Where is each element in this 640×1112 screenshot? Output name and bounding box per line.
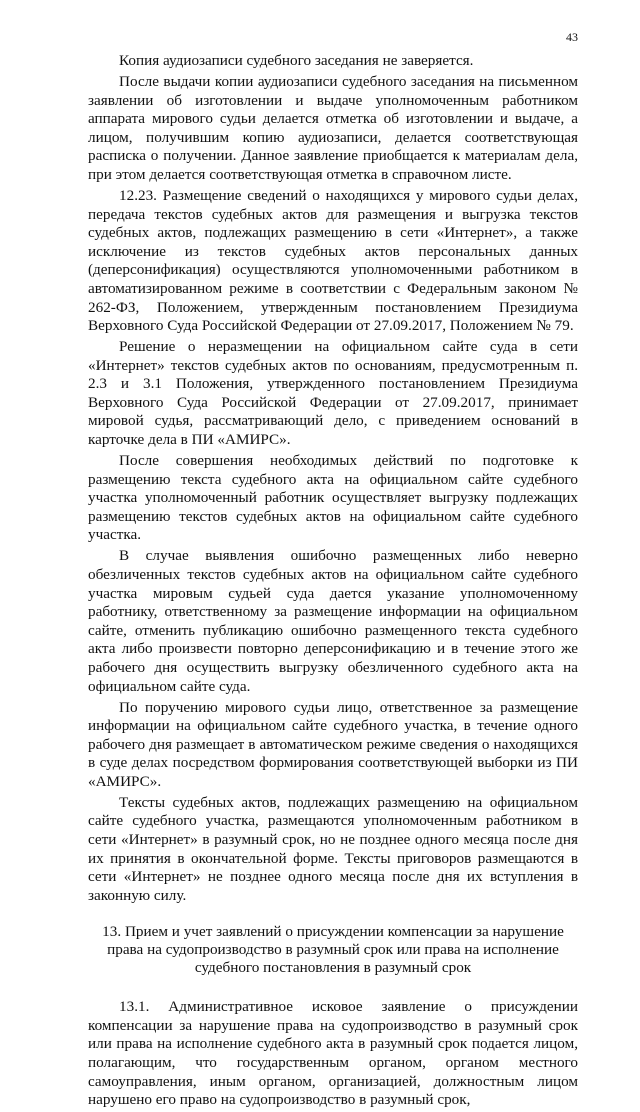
document-body (88, 52, 578, 1112)
section-heading (88, 923, 578, 976)
paragraph: Тексты судебных актов, подлежащих размещению на официальном сайте судебного участка, размещаются уполномоченным работником в сети «Интернет» в разумный срок, но не позднее одного месяца после дня их принятия в окончательной форме. Тексты приговоров размещаются в сети «Интернет» не позднее одного месяца после дня их вступления в законную силу. (88, 793, 578, 904)
paragraph: 13.1. Административное исковое заявление о присуждении компенсации за нарушение права на судопроизводство в разумный срок или права на исполнение судебного акта в разумный срок подается лицом, полагающим, что государственным органом, органом местного самоуправления, иным органом, организацией, должностным лицом нарушено его право на судопроизводство в разумный срок, (88, 998, 578, 1109)
paragraph: В случае выявления ошибочно размещенных либо неверно обезличенных текстов судебных актов на официальном сайте судебного участка мировым судьей суда дается указание уполномоченному работнику, ответственному за размещение информации на официальном сайте, отменить публикацию ошибочно размещенного текста судебного акта либо произвести повторно деперсонификацию и в течение этого же рабочего дня осуществить выгрузку обезличенного судебного акта на официальном сайте суда. (88, 547, 578, 695)
paragraph: Решение о неразмещении на официальном сайте суда в сети «Интернет» текстов судебных актов по основаниям, предусмотренным п. 2.3 и 3.1 Положения, утвержденного постановлением Президиума Верховного Суда Российской Федерации от 27.09.2017, принимает мировой судья, рассматривающий дело, с приведением оснований в карточке дела в ПИ «АМИРС». (88, 338, 578, 449)
page-number: 43 (566, 30, 578, 44)
paragraph: 12.23. Размещение сведений о находящихся у мирового судьи делах, передача текстов судебных актов для размещения и выгрузка текстов судебных актов, подлежащих размещению в сети «Интернет», а также исключение из текстов судебных актов персональных данных (деперсонификация) осуществляются уполномоченными работником в автоматизированном режиме в соответствии с Федеральным законом № 262-ФЗ, Положением, утвержденным постановлением Президиума Верховного Суда Российской Федерации от 27.09.2017, Положением № 79. (88, 186, 578, 335)
paragraph: После выдачи копии аудиозаписи судебного заседания на письменном заявлении об изготовлении и выдаче уполномоченным работником аппарата мирового судьи делается отметка об изготовлении и выдаче, а лицом, получившим копию аудиозаписи, делается соответствующая расписка о получении. Данное заявление приобщается к материалам дела, при этом делается соответствующая отметка в справочном листе. (88, 72, 578, 183)
paragraph: По поручению мирового судьи лицо, ответственное за размещение информации на официальном сайте судебного участка, в течение одного рабочего дня размещает в автоматическом режиме сведения о находящихся в суде делах посредством формирования соответствующей выборки из ПИ «АМИРС». (88, 698, 578, 790)
paragraph: Копия аудиозаписи судебного заседания не заверяется. (119, 52, 474, 69)
section-heading-line: 13. Прием и учет заявлений о присуждении компенсации за нарушение (102, 923, 564, 941)
section-heading-line: судебного постановления в разумный срок (194, 958, 472, 976)
section-heading-line: права на судопроизводство в разумный срок или права на исполнение (107, 941, 559, 959)
paragraph: После совершения необходимых действий по подготовке к размещению текста судебного акта на официальном сайте судебного участка уполномоченный работник осуществляет выгрузку подлежащих размещению текстов судебных актов на официальном сайте судебного участка. (88, 452, 578, 544)
